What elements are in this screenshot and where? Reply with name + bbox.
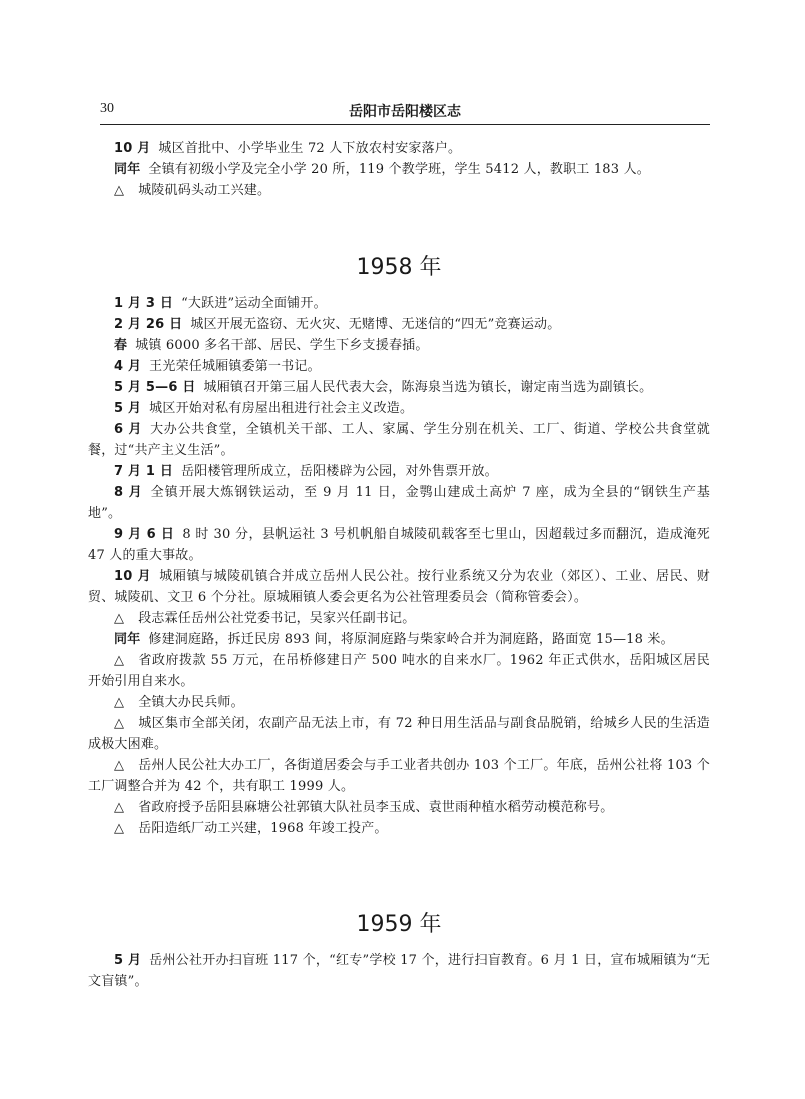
entry [88,398,710,419]
entry-date: 6 月 [114,422,143,437]
entry-text: 城区首批中、小学毕业生 72 人下放农村安家落户。 [158,141,462,156]
entry [88,180,710,201]
entry [88,650,710,692]
triangle-marker: △ [114,183,125,198]
entry-date: 同年 [114,632,141,647]
entry [88,356,710,377]
entry-text: 城镇 6000 多名干部、居民、学生下乡支援春插。 [135,338,429,353]
section-1959 [88,900,710,992]
entry-text: 大办公共食堂，全镇机关干部、工人、家属、学生分别在机关、工厂、街道、学校公共食堂就餐，过“共产主义生活”。 [88,422,711,458]
entry-date: 10 月 [114,141,151,156]
entry-text: 王光荣任城厢镇委第一书记。 [149,359,321,374]
header-rule [100,124,710,125]
entry-date: 10 月 [114,569,152,584]
entry [88,713,710,755]
entry-text: 全镇有初级小学及完全小学 20 所，119 个教学班，学生 5412 人，教职工 183 人。 [148,162,650,177]
entry [88,293,710,314]
entry-text: 岳州人民公社大办工厂，各街道居委会与手工业者共创办 103 个工厂。年底，岳州公社将 103 个工厂调整合并为 42 个，共有职工 1999 人。 [88,758,710,794]
entry-text: 城区开始对私有房屋出租进行社会主义改造。 [149,401,414,416]
entry-date: 1 月 3 日 [114,296,174,311]
entry-date: 5 月 5—6 日 [114,380,196,395]
entry-text: 岳州公社开办扫盲班 117 个，“红专”学校 17 个，进行扫盲教育。6 月 1 日，宣布城厢镇为“无文盲镇”。 [88,953,711,989]
entry [88,629,710,650]
entry [88,797,710,818]
entry-text: 修建洞庭路，拆迁民房 893 间，将原洞庭路与柴家岭合并为洞庭路，路面宽 15—18 米。 [148,632,674,647]
entry [88,950,710,992]
triangle-marker: △ [114,611,125,626]
entry-text: 段志霖任岳州公社党委书记，吴家兴任副书记。 [138,611,416,626]
triangle-marker: △ [114,758,125,773]
entry-text: 岳阳造纸厂动工兴建，1968 年竣工投产。 [138,821,388,836]
year-heading: 1959 年 [356,912,442,937]
entry [88,314,710,335]
entry-date: 5 月 [114,953,142,968]
triangle-marker: △ [114,695,125,710]
triangle-marker: △ [114,800,125,815]
entry-date: 7 月 1 日 [114,464,174,479]
entry-text: 城区开展无盗窃、无火灾、无赌博、无迷信的“四无”竞赛运动。 [190,317,561,332]
entry [88,159,710,180]
entry [88,335,710,356]
entry-date: 8 月 [114,485,143,500]
entry-text: 城陵矶码头动工兴建。 [138,183,271,198]
entry-text: “大跃进”运动全面铺开。 [181,296,327,311]
entry [88,818,710,839]
entry [88,482,710,524]
book-title: 岳阳市岳阳楼区志 [349,104,461,120]
entry-text: 8 时 30 分，县帆运社 3 号机帆船自城陵矶载客至七里山，因超载过多而翻沉，造成淹死 47 人的重大事故。 [88,527,711,563]
entry [88,377,710,398]
entry [88,461,710,482]
entry [88,608,710,629]
entry-date: 4 月 [114,359,142,374]
entry-date: 9 月 6 日 [114,527,175,542]
entry-text: 城区集市全部关闭，农副产品无法上市，有 72 种日用生活品与副食品脱销，给城乡人民的生活造成极大困难。 [88,716,711,752]
entry-date: 春 [114,338,128,353]
entry-text: 岳阳楼管理所成立，岳阳楼辟为公园，对外售票开放。 [181,464,498,479]
entry-date: 2 月 26 日 [114,317,183,332]
entry [88,566,710,608]
entry [88,138,710,159]
page-header [100,101,710,123]
entry [88,419,710,461]
triangle-marker: △ [114,653,125,668]
year-heading: 1958 年 [356,255,442,280]
page-number: 30 [100,101,114,116]
entry [88,692,710,713]
section-1957-continued [88,138,710,201]
entry-text: 省政府授予岳阳县麻塘公社郭镇大队社员李玉成、袁世雨种植水稻劳动模范称号。 [138,800,614,815]
entry [88,524,710,566]
triangle-marker: △ [114,821,125,836]
entry [88,755,710,797]
entry-date: 5 月 [114,401,142,416]
entry-text: 城厢镇与城陵矶镇合并成立岳州人民公社。按行业系统又分为农业（郊区）、工业、居民、财贸、城陵矶、文卫 6 个分社。原城厢镇人委会更名为公社管理委员会（简称管委会）。 [88,569,711,605]
entry-text: 全镇大办民兵师。 [138,695,244,710]
entry-text: 城厢镇召开第三届人民代表大会，陈海泉当选为镇长，谢定南当选为副镇长。 [203,380,653,395]
entry-text: 省政府拨款 55 万元，在吊桥修建日产 500 吨水的自来水厂。1962 年正式供水，岳阳城区居民开始引用自来水。 [88,653,710,689]
entry-date: 同年 [114,162,141,177]
triangle-marker: △ [114,716,125,731]
section-1958 [88,243,710,839]
entry-text: 全镇开展大炼钢铁运动，至 9 月 11 日，金鹗山建成土高炉 7 座，成为全县的“钢铁生产基地”。 [88,485,710,521]
